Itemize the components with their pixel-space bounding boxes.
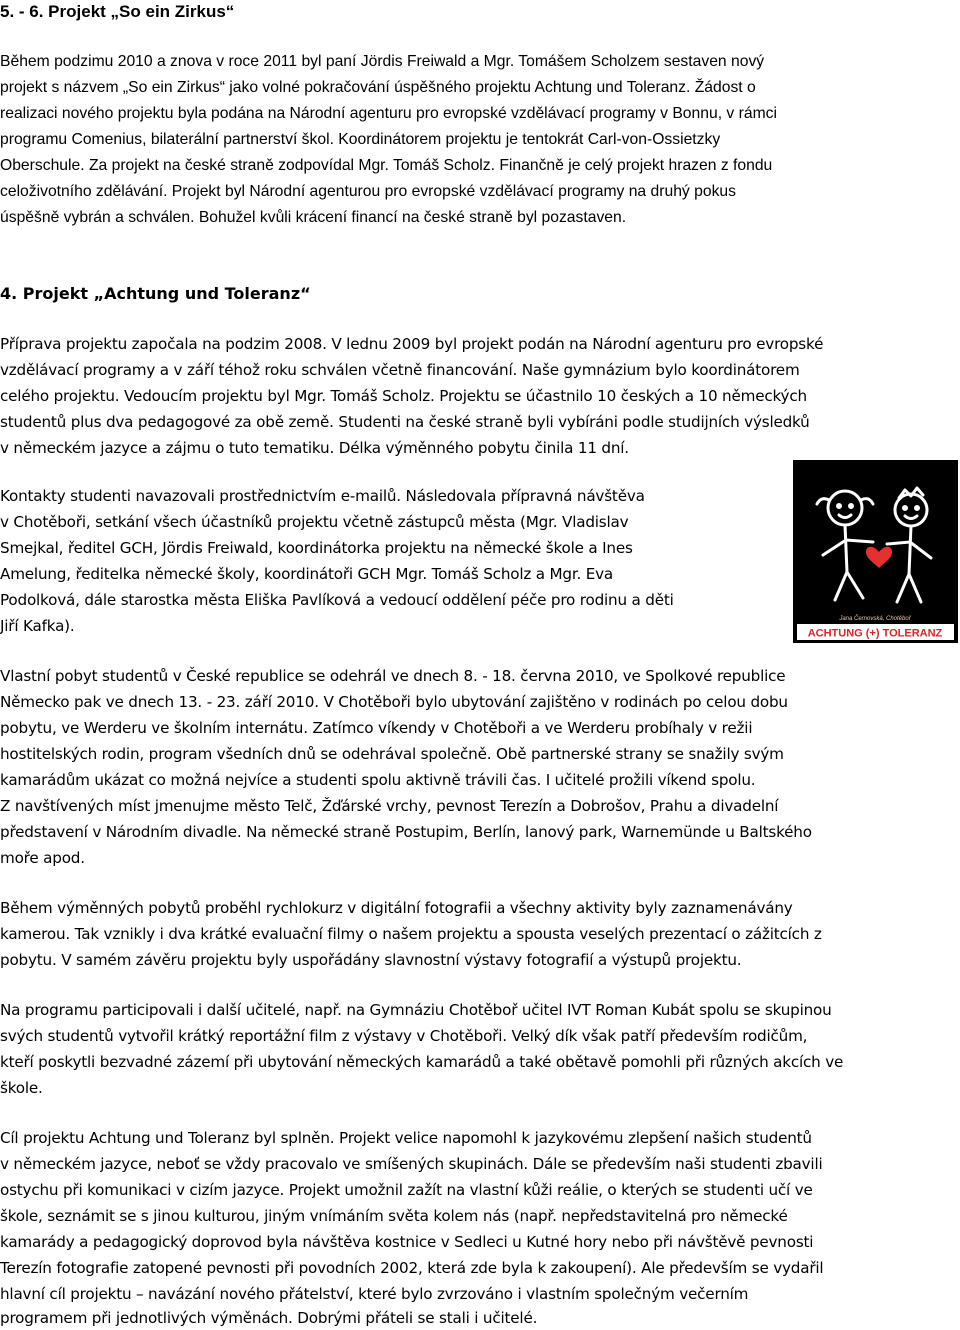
paragraph-line: Kontakty studenti navazovali prostřednictvím e-mailů. Následovala přípravná návštěva	[0, 487, 645, 505]
paragraph-line: představení v Národním divadle. Na německé straně Postupim, Berlín, lanový park, Warnemünde u Baltského	[0, 823, 812, 841]
paragraph-line: celého projektu. Vedoucím projektu byl Mgr. Tomáš Scholz. Projektu se účastnilo 10 českých a 10 německých	[0, 387, 807, 405]
paragraph-line: celoživotního zdělávání. Projekt byl Národní agenturou pro evropské vzdělávací programy na druhý pokus	[0, 183, 736, 200]
paragraph-line: Německo pak ve dnech 13. - 23. září 2010. V Chotěboři bylo ubytování zajištěno v rodinách po celou dobu	[0, 693, 788, 711]
paragraph-line: projekt s názvem „So ein Zirkus“ jako volné pokračování úspěšného projektu Achtung und Toleranz. Žádost o	[0, 79, 756, 96]
paragraph-line: ostychu při komunikaci v cizím jazyce. Projekt umožnil zažít na vlastní kůži reálie, o kterých se studenti učí ve	[0, 1181, 813, 1199]
paragraph-line: Na programu participovali i další učitelé, např. na Gymnáziu Chotěboř učitel IVT Roman Kubát spolu se skupinou	[0, 1001, 832, 1019]
paragraph-line: kamerou. Tak vznikly i dva krátké evaluační filmy o našem projektu a spousta veselých prezentací o zážitcích z	[0, 925, 822, 943]
paragraph-line: hostitelských rodin, program všedních dnů se odehrával společně. Obě partnerské strany se snažily svým	[0, 745, 784, 763]
paragraph-line: Příprava projektu započala na podzim 2008. V lednu 2009 byl projekt podán na Národní agenturu pro evropské	[0, 335, 824, 353]
paragraph-line: realizaci nového projektu byla podána na Národní agenturu pro evropské vzdělávací programy v Bonnu, v rámci	[0, 105, 777, 122]
paragraph-line: v Chotěboři, setkání všech účastníků projektu včetně zástupců města (Mgr. Vladislav	[0, 513, 629, 531]
paragraph-line: škole, seznámit se s jinou kulturou, jiným vnímáním světa kolem nás (např. nepředstavitelná pro německé	[0, 1207, 788, 1225]
paragraph-line: Terezín fotografie zatopené pevnosti při povodních 2002, která zde byla k zakoupení). Ale především se vydařil	[0, 1259, 824, 1277]
paragraph-line: moře apod.	[0, 849, 85, 867]
paragraph-line: kteří poskytli bezvadné zázemí při ubytování německých kamarádů a také obětavě pomohli při různých akcích ve	[0, 1053, 844, 1071]
paragraph-line: škole.	[0, 1079, 43, 1097]
paragraph-line: Během výměnných pobytů proběhl rychlokurz v digitální fotografii a všechny aktivity byly zaznamenávány	[0, 899, 793, 917]
paragraph-line: úspěšně vybrán a schválen. Bohužel kvůli krácení financí na české straně byl pozastaven.	[0, 209, 627, 226]
paragraph-line: kamarádům ukázat co možná nejvíce a studenti spolu aktivně trávili čas. I učitelé prožili víkend spolu.	[0, 771, 756, 789]
paragraph-line: Z navštívených míst jmenujme město Telč, Žďárské vrchy, pevnost Terezín a Dobrošov, Prahu a divadelní	[0, 797, 779, 815]
paragraph-line: pobytu, ve Werderu ve školním internátu. Zatímco víkendy v Chotěboři a ve Werderu probíhaly v režii	[0, 719, 753, 737]
stick-figures-heart-icon	[793, 460, 958, 643]
paragraph-line: Cíl projektu Achtung und Toleranz byl splněn. Projekt velice napomohl k jazykovému zlepšení našich studentů	[0, 1129, 812, 1147]
paragraph-line: Během podzimu 2010 a znova v roce 2011 byl paní Jördis Freiwald a Mgr. Tomášem Scholzem sestaven nový	[0, 53, 765, 70]
paragraph-line: v německém jazyce, neboť se vždy pracovalo ve smíšených skupinách. Dále se především naši studenti zbavili	[0, 1155, 823, 1173]
paragraph-line: programem při jednotlivých výměnách. Dobrými přáteli se stali i učitelé.	[0, 1309, 538, 1327]
paragraph-line: Vlastní pobyt studentů v České republice se odehrál ve dnech 8. - 18. června 2010, ve Spolkové republice	[0, 667, 786, 685]
paragraph-line: Smejkal, ředitel GCH, Jördis Freiwald, koordinátorka projektu na německé škole a Ines	[0, 539, 633, 557]
section-heading: 5. - 6. Projekt „So ein Zirkus“	[0, 2, 235, 21]
logo-caption: Jana Černovská, Chotěboř	[839, 616, 911, 622]
paragraph-line: Podolková, dále starostka města Eliška Pavlíková a vedoucí oddělení péče pro rodinu a děti	[0, 591, 674, 609]
achtung-toleranz-logo	[793, 460, 958, 643]
logo-banner: ACHTUNG (+) TOLERANZ	[807, 627, 943, 640]
paragraph-line: v německém jazyce a zájmu o tuto tematiku. Délka výměnného pobytu činila 11 dní.	[0, 439, 629, 457]
paragraph-line: kamarády a pedagogický doprovod byla návštěva kostnice v Sedleci u Kutné hory nebo při návštěvě pevnosti	[0, 1233, 814, 1251]
paragraph-line: hlavní cíl projektu – navázání nového přátelství, které bylo zvrzováno i vlastním společným večerním	[0, 1285, 749, 1303]
paragraph-line: pobytu. V samém závěru projektu byly uspořádány slavnostní výstavy fotografií a výstupů projektu.	[0, 951, 742, 969]
section-heading: 4. Projekt „Achtung und Toleranz“	[0, 284, 311, 303]
paragraph-line: vzdělávací programy a v září téhož roku schválen včetně financování. Naše gymnázium bylo koordinátorem	[0, 361, 800, 379]
paragraph-line: Jiří Kafka).	[0, 617, 75, 635]
paragraph-line: svých studentů vytvořil krátký reportážní film z výstavy v Chotěboři. Velký dík však patří především rodičům,	[0, 1027, 808, 1045]
paragraph-line: studentů plus dva pedagogové za obě země. Studenti na české straně byli vybíráni podle studijních výsledků	[0, 413, 810, 431]
paragraph-line: programu Comenius, bilaterální partnerství škol. Koordinátorem projektu je tentokrát Carl-von-Ossietzky	[0, 131, 721, 148]
paragraph-line: Amelung, ředitelka německé školy, koordinátoři GCH Mgr. Tomáš Scholz a Mgr. Eva	[0, 565, 614, 583]
paragraph-line: Oberschule. Za projekt na české straně zodpovídal Mgr. Tomáš Scholz. Finančně je celý projekt hrazen z fondu	[0, 157, 773, 174]
